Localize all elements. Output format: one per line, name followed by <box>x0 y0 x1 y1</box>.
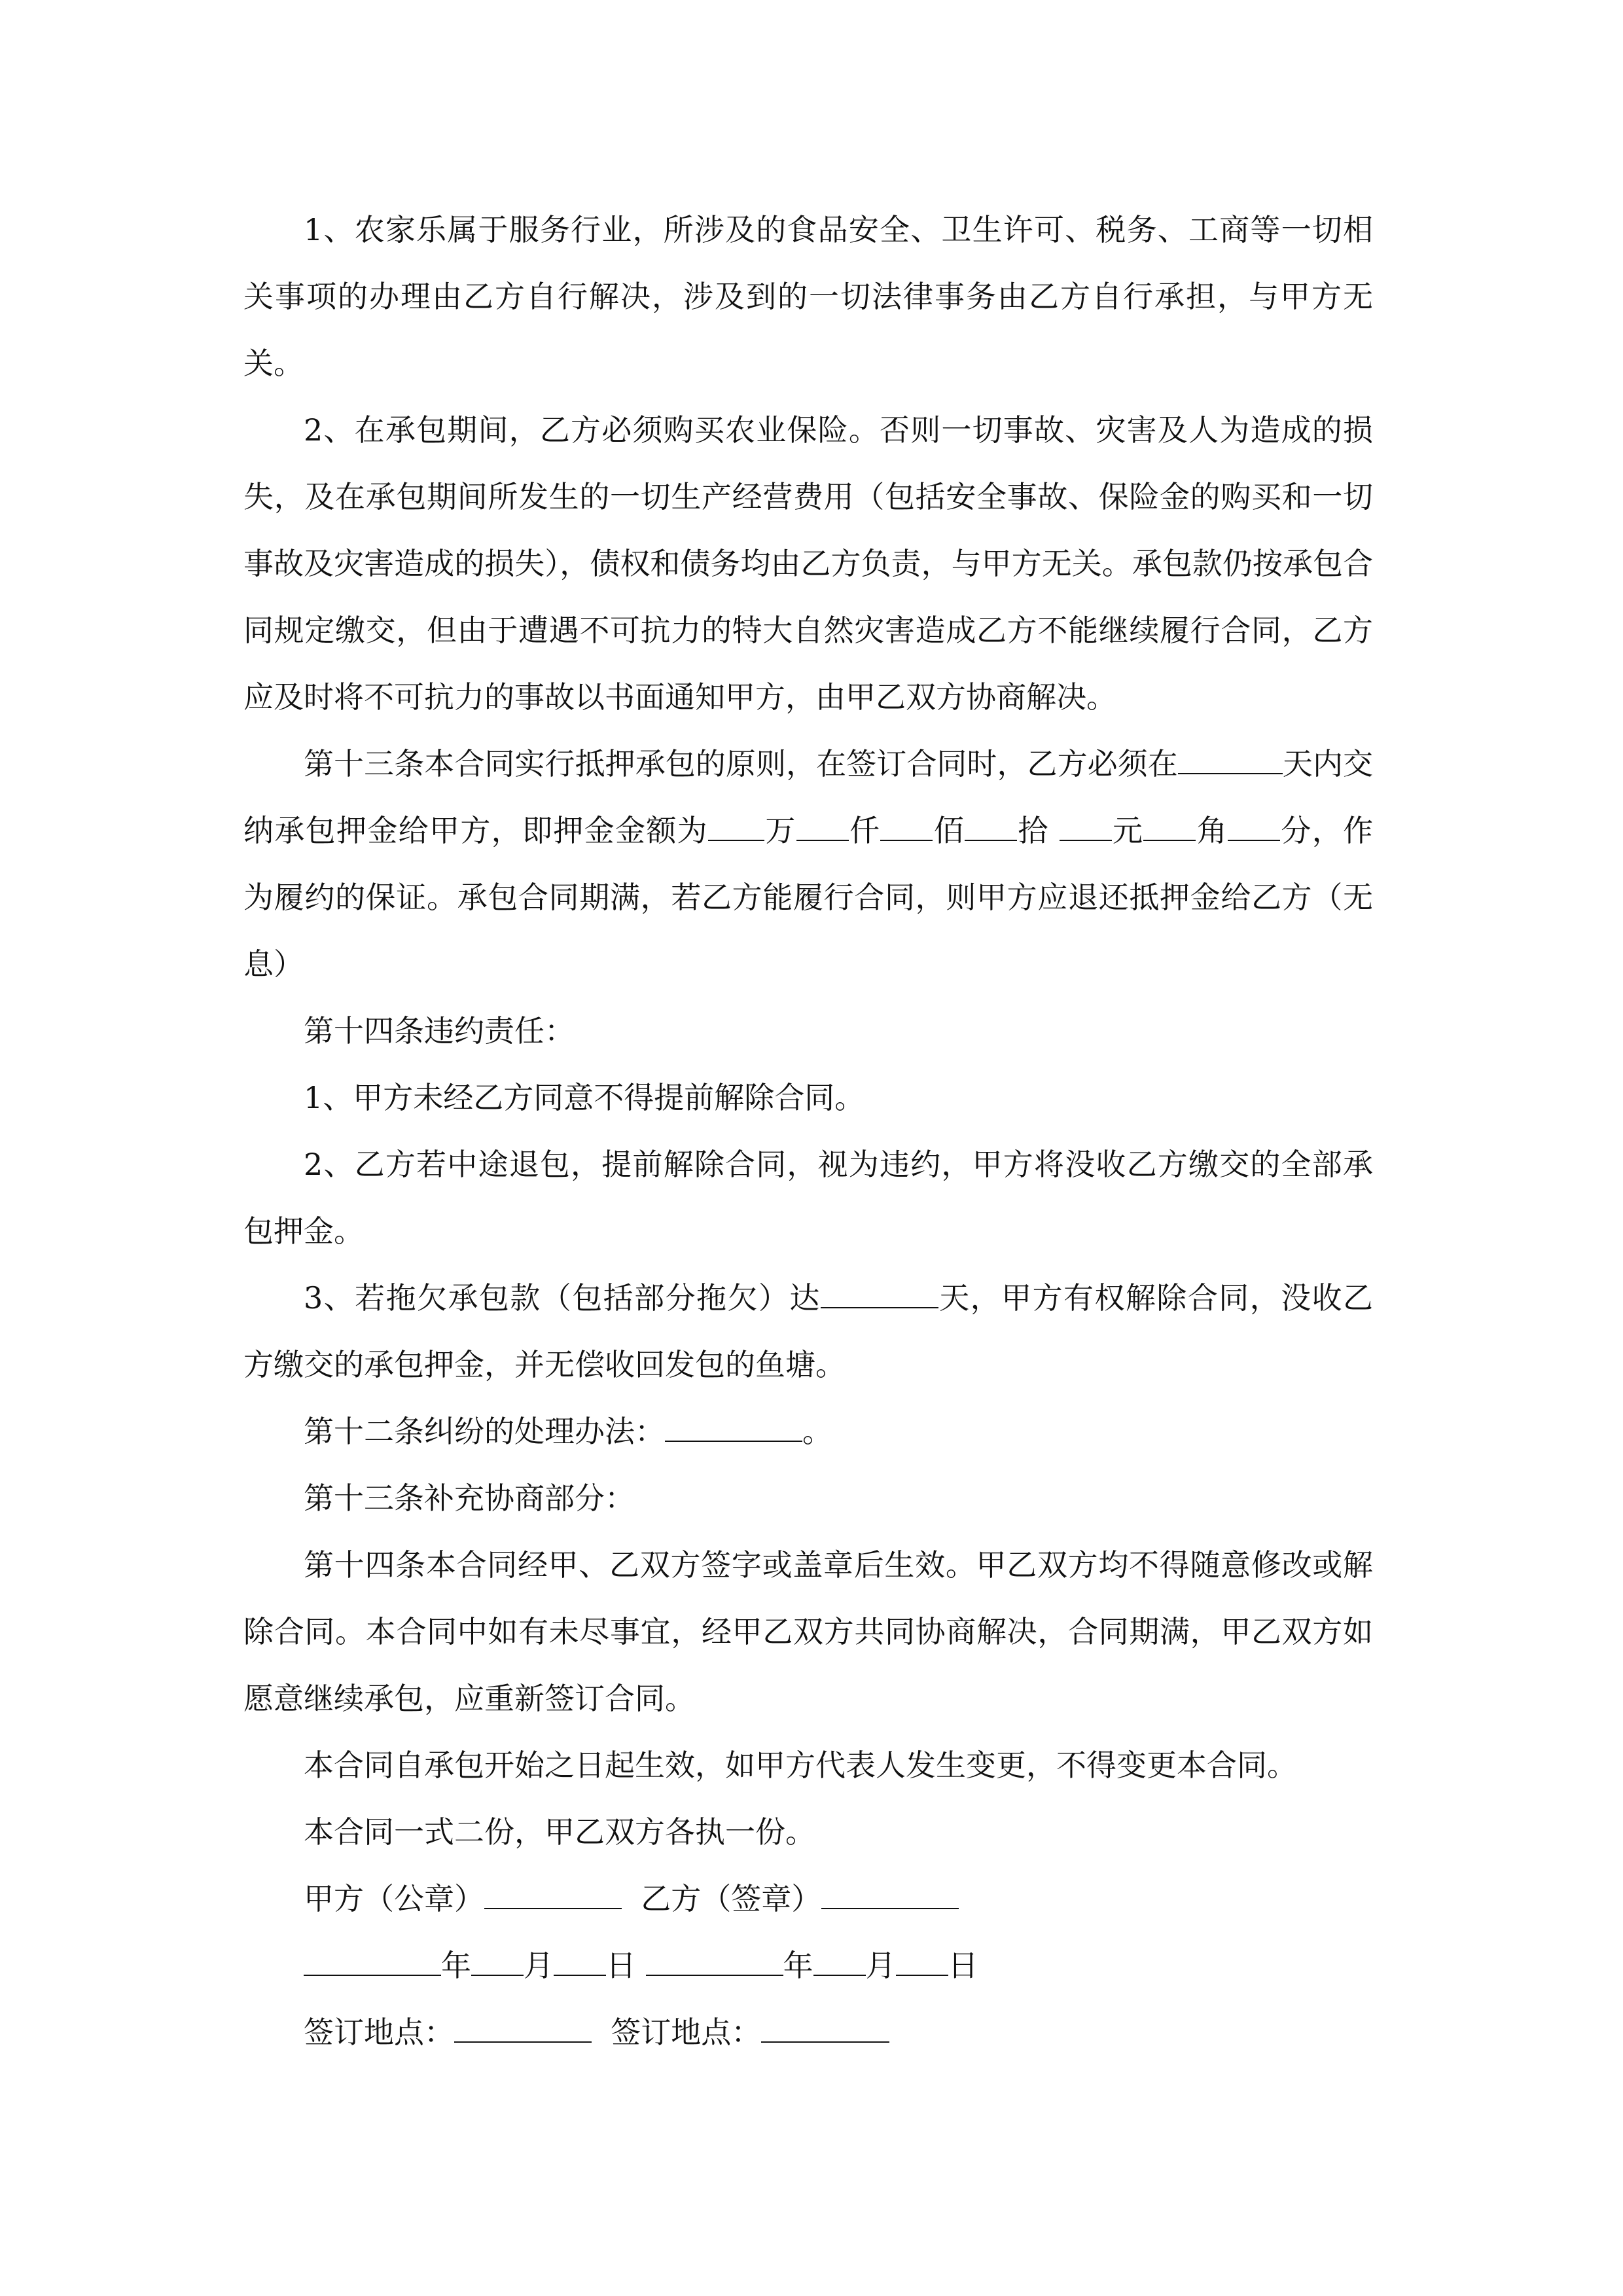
party-b-place-blank[interactable] <box>761 2015 889 2043</box>
amount-fen-blank[interactable] <box>1228 814 1280 841</box>
party-a-day-blank[interactable] <box>554 1948 606 1976</box>
unit-yuan: 元 <box>1111 813 1144 848</box>
article-14-effect-paragraph: 第十四条本合同经甲、乙双方签字或盖章后生效。甲乙双方均不得随意修改或解除合同。本合同中如有未尽事宜，经甲乙双方共同协商解决，合同期满，甲乙双方如愿意继续承包，应重新签订合同。 <box>243 1547 1373 1716</box>
unit-shi: 拾 <box>1017 813 1049 848</box>
party-b-place-label: 签订地点： <box>611 2015 762 2050</box>
party-a-year-label: 年 <box>441 1948 471 1983</box>
breach-clause-2: 2、乙方若中途退包，提前解除合同，视为违约，甲方将没收乙方缴交的全部承包押金。 <box>243 1147 1373 1249</box>
amount-bai-blank[interactable] <box>880 814 933 841</box>
signing-place-line <box>243 1999 1373 2066</box>
dispute-method-blank[interactable] <box>665 1414 802 1442</box>
clause-2-paragraph: 2、在承包期间，乙方必须购买农业保险。否则一切事故、灾害及人为造成的损失，及在承包期间所发生的一切生产经营费用（包括安全事故、保险金的购买和一切事故及灾害造成的损失），债权和债务均由乙方负责，与甲方无关。承包款仍按承包合同规定缴交，但由于遭遇不可抗力的特大自然灾害造成乙方不能继续履行合同，乙方应及时将不可抗力的事故以书面通知甲方，由甲乙双方协商解决。 <box>243 412 1373 715</box>
party-b-seal-label: 乙方（签章） <box>641 1881 822 1916</box>
article-12-dispute <box>243 1398 1373 1465</box>
article-12-label: 第十二条纠纷的处理办法： <box>304 1414 665 1449</box>
party-a-month-blank[interactable] <box>471 1948 524 1976</box>
amount-jiao-blank[interactable] <box>1143 814 1196 841</box>
amount-wan-blank[interactable] <box>708 814 764 841</box>
clause-1-paragraph: 1、农家乐属于服务行业，所涉及的食品安全、卫生许可、税务、工商等一切相关事项的办理由乙方自行解决，涉及到的一切法律事务由乙方自行承担，与甲方无关。 <box>243 212 1373 381</box>
article-13-text-part1: 第十三条本合同实行抵押承包的原则，在签订合同时，乙方必须在 <box>304 746 1178 781</box>
amount-shi-blank[interactable] <box>965 814 1017 841</box>
party-a-month-label: 月 <box>524 1948 554 1983</box>
date-line <box>243 1932 1373 1999</box>
party-a-seal-blank[interactable] <box>484 1882 622 1909</box>
breach-clause-3 <box>243 1265 1373 1398</box>
party-b-day-blank[interactable] <box>896 1948 948 1976</box>
article-13-text-end: 分，作为履约的保证。承包合同期满，若乙方能履行合同，则甲方应退还抵押金给乙方（无息） <box>243 813 1374 982</box>
deposit-days-blank[interactable] <box>1178 747 1283 774</box>
party-b-year-blank[interactable] <box>646 1948 783 1976</box>
party-b-seal-blank[interactable] <box>821 1882 959 1909</box>
article-13-deposit-paragraph <box>243 730 1373 997</box>
party-b-month-blank[interactable] <box>813 1948 866 1976</box>
amount-qian-blank[interactable] <box>796 814 849 841</box>
party-b-year-label: 年 <box>783 1948 813 1983</box>
party-a-place-label: 签订地点： <box>304 2015 454 2050</box>
contract-page <box>243 196 1373 2066</box>
party-a-seal-label: 甲方（公章） <box>304 1881 484 1916</box>
article-14-title: 第十四条违约责任： <box>304 1013 575 1049</box>
unit-bai: 佰 <box>933 813 965 848</box>
breach-clause-1: 1、甲方未经乙方同意不得提前解除合同。 <box>304 1080 865 1115</box>
unit-wan: 万 <box>764 813 796 848</box>
unit-qian: 仟 <box>848 813 881 848</box>
article-13-supplement: 第十三条补充协商部分： <box>304 1480 635 1516</box>
party-a-place-blank[interactable] <box>454 2015 592 2043</box>
article-13-text-part2: 天内交纳承包押金给甲方，即押金金额为 <box>243 746 1373 848</box>
breach-3-text-after: 天，甲方有权解除合同，没收乙方缴交的承包押金，并无偿收回发包的鱼塘。 <box>243 1280 1373 1382</box>
copies-clause: 本合同一式二份，甲乙双方各执一份。 <box>304 1814 815 1850</box>
effective-clause: 本合同自承包开始之日起生效，如甲方代表人发生变更，不得变更本合同。 <box>304 1748 1297 1783</box>
party-a-day-label: 日 <box>606 1948 636 1983</box>
party-b-month-label: 月 <box>865 1948 896 1983</box>
breach-3-text-before: 3、若拖欠承包款（包括部分拖欠）达 <box>304 1280 821 1316</box>
article-12-end: 。 <box>802 1414 832 1449</box>
unit-jiao: 角 <box>1196 813 1228 848</box>
overdue-days-blank[interactable] <box>821 1281 938 1308</box>
party-a-year-blank[interactable] <box>304 1948 441 1976</box>
party-b-day-label: 日 <box>948 1948 978 1983</box>
signature-line <box>243 1865 1373 1932</box>
amount-yuan-blank[interactable] <box>1060 814 1112 841</box>
